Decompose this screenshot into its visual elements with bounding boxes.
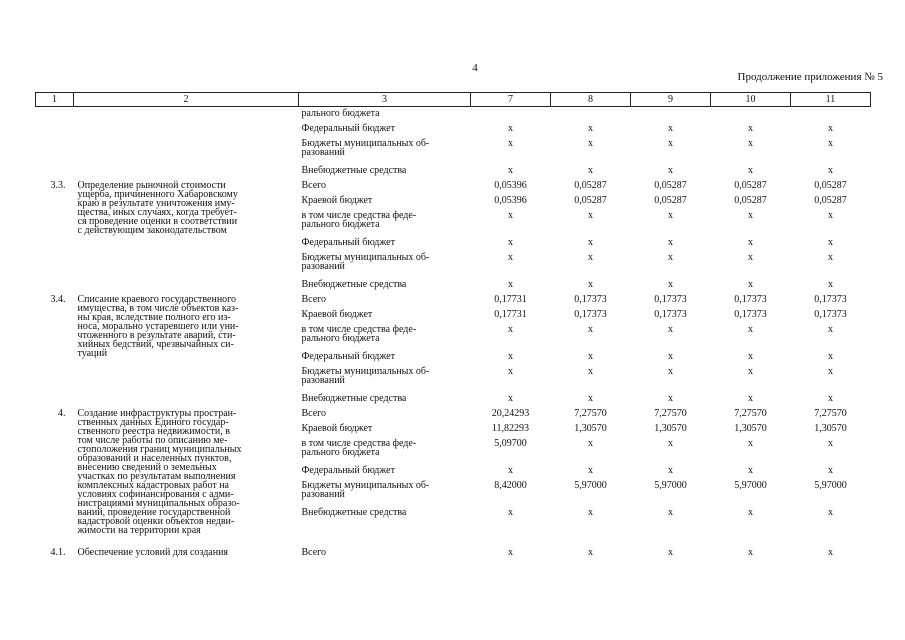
value-cell: х — [748, 465, 753, 476]
header-cell: 1 — [36, 93, 74, 107]
table-body — [36, 107, 871, 562]
item-description — [74, 122, 299, 137]
header-cell: 9 — [631, 93, 711, 107]
value-cell: х — [508, 547, 513, 558]
value-cell: х — [588, 507, 593, 518]
value-cell: х — [508, 252, 513, 263]
value-cell: х — [668, 279, 673, 290]
value-cell: х — [748, 279, 753, 290]
table-row — [36, 407, 871, 422]
value-cell: х — [828, 237, 833, 248]
value-cell: х — [588, 324, 593, 335]
value-cell: 7,27570 — [574, 408, 607, 419]
value-cell: х — [748, 393, 753, 404]
value-cell: х — [588, 210, 593, 221]
value-cell: 0,17373 — [574, 294, 607, 305]
item-description — [74, 137, 299, 164]
value-cell: 0,05287 — [734, 180, 767, 191]
value-cell: х — [828, 438, 833, 449]
value-cell: 0,17731 — [494, 309, 527, 320]
value-cell: 5,97000 — [814, 480, 847, 491]
value-cell: х — [828, 393, 833, 404]
funding-source: Бюджеты муниципальных об- разований — [301, 480, 430, 500]
value-cell: х — [668, 165, 673, 176]
value-cell: 0,17731 — [494, 294, 527, 305]
value-cell: х — [588, 252, 593, 263]
value-cell: 0,17373 — [814, 309, 847, 320]
header-cell: 11 — [791, 93, 871, 107]
item-number: 4. — [58, 408, 66, 419]
funding-source: Краевой бюджет — [301, 195, 373, 206]
funding-source: Всего — [301, 547, 327, 558]
budget-table — [35, 92, 871, 561]
value-cell: х — [748, 507, 753, 518]
item-number — [36, 107, 74, 123]
funding-source: Краевой бюджет — [301, 309, 373, 320]
value-cell — [631, 107, 711, 123]
value-cell: х — [828, 507, 833, 518]
value-cell: 7,27570 — [734, 408, 767, 419]
appendix-continuation-label: Продолжение приложения № 5 — [737, 71, 883, 83]
value-cell: х — [748, 366, 753, 377]
value-cell — [791, 107, 871, 123]
value-cell: 0,05287 — [654, 195, 687, 206]
value-cell: х — [828, 366, 833, 377]
value-cell: х — [588, 351, 593, 362]
value-cell: х — [668, 507, 673, 518]
funding-source: Бюджеты муниципальных об- разований — [301, 366, 430, 386]
value-cell: 0,05287 — [654, 180, 687, 191]
funding-source: в том числе средства феде- рального бюджета — [301, 438, 417, 458]
funding-source: Внебюджетные средства — [301, 279, 407, 290]
value-cell: 7,27570 — [654, 408, 687, 419]
value-cell: 0,05287 — [734, 195, 767, 206]
header-cell: 10 — [711, 93, 791, 107]
value-cell: х — [668, 393, 673, 404]
funding-source: Всего — [301, 294, 327, 305]
value-cell: х — [828, 324, 833, 335]
value-cell: х — [748, 547, 753, 558]
value-cell: х — [508, 279, 513, 290]
value-cell: х — [508, 465, 513, 476]
funding-source: в том числе средства феде- рального бюджета — [301, 210, 417, 230]
value-cell: х — [668, 438, 673, 449]
value-cell: х — [748, 210, 753, 221]
value-cell: х — [508, 138, 513, 149]
value-cell: 1,30570 — [574, 423, 607, 434]
value-cell: х — [588, 138, 593, 149]
value-cell: х — [588, 237, 593, 248]
value-cell: х — [588, 465, 593, 476]
value-cell: х — [828, 138, 833, 149]
item-number: 4.1. — [50, 547, 66, 558]
item-description — [74, 164, 299, 179]
value-cell: х — [668, 138, 673, 149]
value-cell: 11,82293 — [491, 423, 530, 434]
value-cell: 0,05287 — [574, 180, 607, 191]
page-number: 4 — [472, 62, 478, 74]
value-cell: х — [508, 393, 513, 404]
value-cell: 5,09700 — [494, 438, 527, 449]
funding-source: Внебюджетные средства — [301, 507, 407, 518]
value-cell: х — [828, 210, 833, 221]
table-row — [36, 137, 871, 164]
value-cell — [711, 107, 791, 123]
value-cell: 0,05287 — [574, 195, 607, 206]
value-cell: 5,97000 — [654, 480, 687, 491]
value-cell: х — [508, 324, 513, 335]
value-cell: х — [588, 279, 593, 290]
value-cell: 1,30570 — [814, 423, 847, 434]
value-cell: 0,17373 — [734, 309, 767, 320]
funding-source: Федеральный бюджет — [301, 237, 395, 248]
value-cell: 0,05396 — [494, 195, 527, 206]
funding-source: Федеральный бюджет — [301, 351, 395, 362]
item-number — [36, 122, 74, 137]
value-cell: х — [748, 138, 753, 149]
table-row — [36, 122, 871, 137]
value-cell — [551, 107, 631, 123]
funding-source: Всего — [301, 180, 327, 191]
value-cell: х — [828, 279, 833, 290]
header-cell: 8 — [551, 93, 631, 107]
value-cell: х — [668, 465, 673, 476]
table-row — [36, 179, 871, 194]
value-cell: 1,30570 — [734, 423, 767, 434]
value-cell: х — [748, 252, 753, 263]
value-cell: х — [748, 123, 753, 134]
value-cell: х — [828, 252, 833, 263]
value-cell: 5,97000 — [734, 480, 767, 491]
value-cell: 0,17373 — [814, 294, 847, 305]
value-cell: х — [508, 210, 513, 221]
table-row — [36, 293, 871, 308]
funding-source: Бюджеты муниципальных об- разований — [301, 138, 430, 158]
table-row — [36, 546, 871, 561]
funding-source: Внебюджетные средства — [301, 393, 407, 404]
value-cell: х — [668, 366, 673, 377]
value-cell: х — [748, 351, 753, 362]
value-cell: х — [828, 351, 833, 362]
value-cell: х — [828, 547, 833, 558]
value-cell: х — [588, 393, 593, 404]
item-number: 3.4. — [50, 294, 66, 305]
item-description: Определение рыночной стоимости ущерба, причиненного Хабаровскому краю в результате уничтожения иму- щества, иных случаях, когда требует- ся проведение оценки в соответствии с действующим законодательством — [77, 180, 238, 236]
header-row — [36, 93, 871, 107]
value-cell: х — [588, 547, 593, 558]
value-cell: х — [508, 366, 513, 377]
value-cell: 0,05287 — [814, 195, 847, 206]
funding-source: в том числе средства феде- рального бюджета — [301, 324, 417, 344]
table-header — [36, 93, 871, 107]
value-cell: х — [508, 237, 513, 248]
header-cell: 3 — [299, 93, 471, 107]
funding-source: Всего — [301, 408, 327, 419]
value-cell: 0,17373 — [654, 294, 687, 305]
value-cell: х — [668, 123, 673, 134]
value-cell: х — [668, 351, 673, 362]
value-cell: х — [508, 351, 513, 362]
item-description: Создание инфраструктуры простран- ственных данных Единого государ- ственного реестра недвижимости, в том числе работы по описанию ме- стоположения границ муниципальных образований и населенных пунктов, внесению сведений о земельных участках по результатам выполнения комплексных кадастровых работ на условиях софинансирования с адми- нистрациями муниципальных образо- ваний, проведение государственной кадастровой оценки объектов недви- жимости на территории края — [77, 408, 242, 536]
value-cell: х — [508, 507, 513, 518]
value-cell: х — [828, 465, 833, 476]
value-cell: 0,17373 — [654, 309, 687, 320]
item-description: Обеспечение условий для создания — [77, 547, 229, 558]
item-description — [74, 107, 299, 123]
value-cell: 8,42000 — [494, 480, 527, 491]
item-number — [36, 164, 74, 179]
funding-source: Краевой бюджет — [301, 423, 373, 434]
value-cell: 20,24293 — [491, 408, 530, 419]
value-cell: х — [508, 165, 513, 176]
value-cell: х — [588, 165, 593, 176]
table-row — [36, 107, 871, 123]
funding-source: Бюджеты муниципальных об- разований — [301, 252, 430, 272]
value-cell: х — [748, 165, 753, 176]
value-cell: х — [668, 252, 673, 263]
item-description: Списание краевого государственного имущества, в том числе объектов каз- ны края, вследствие полного его из- носа, морально устаревшего или уни- чтоженного в результате аварий, сти- хийных бедствий, чрезвычайных си- туаций — [77, 294, 239, 359]
value-cell: 7,27570 — [814, 408, 847, 419]
value-cell: х — [588, 366, 593, 377]
value-cell: 0,17373 — [734, 294, 767, 305]
funding-source: Внебюджетные средства — [301, 165, 407, 176]
value-cell — [471, 107, 551, 123]
value-cell: х — [828, 165, 833, 176]
table-row — [36, 164, 871, 179]
value-cell: х — [668, 210, 673, 221]
header-cell: 7 — [471, 93, 551, 107]
value-cell: 0,05396 — [494, 180, 527, 191]
value-cell: х — [748, 237, 753, 248]
value-cell: х — [748, 324, 753, 335]
value-cell: 0,05287 — [814, 180, 847, 191]
funding-source: рального бюджета — [301, 108, 380, 119]
value-cell: х — [668, 324, 673, 335]
value-cell: х — [668, 547, 673, 558]
funding-source: Федеральный бюджет — [301, 465, 395, 476]
value-cell: 0,17373 — [574, 309, 607, 320]
value-cell: 5,97000 — [574, 480, 607, 491]
value-cell: х — [748, 438, 753, 449]
value-cell: х — [828, 123, 833, 134]
item-number: 3.3. — [50, 180, 66, 191]
value-cell: х — [588, 123, 593, 134]
item-number — [36, 137, 74, 164]
value-cell: х — [668, 237, 673, 248]
value-cell: 1,30570 — [654, 423, 687, 434]
header-cell: 2 — [74, 93, 299, 107]
value-cell: х — [588, 438, 593, 449]
funding-source: Федеральный бюджет — [301, 123, 395, 134]
value-cell: х — [508, 123, 513, 134]
